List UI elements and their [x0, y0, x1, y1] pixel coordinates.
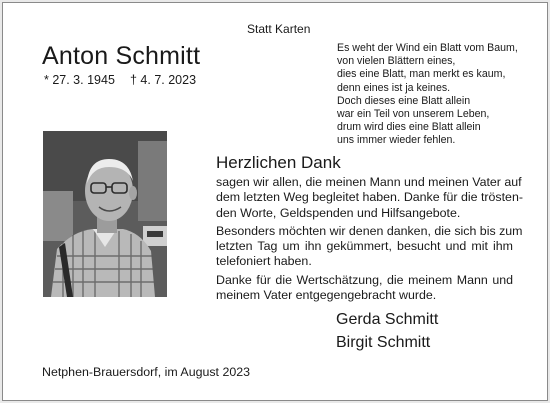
- birth-date: * 27. 3. 1945: [44, 73, 115, 87]
- poem-line: denn eines ist ja keines.: [337, 81, 451, 94]
- text-line: telefoniert haben.: [216, 254, 312, 269]
- thanks-text: [216, 175, 523, 306]
- death-date: † 4. 7. 2023: [130, 73, 197, 87]
- deceased-name: Anton Schmitt: [42, 42, 201, 70]
- poem-line: Es weht der Wind ein Blatt vom Baum,: [337, 42, 518, 54]
- obituary-notice: [2, 2, 548, 401]
- place-and-date: Netphen-Brauersdorf, im August 2023: [42, 365, 251, 379]
- poem-line: uns immer wieder fehlen.: [337, 134, 456, 147]
- text-line: Danke für die Wertschätzung, die meinem Mann und: [216, 272, 513, 287]
- text-line: Besonders möchten wir denen danken, die sich bis zum: [216, 223, 523, 238]
- poem-line: drum wird dies eine Blatt allein: [337, 121, 481, 134]
- text-line: letzten Tag um ihn gekümmert, besucht und mit ihm: [216, 239, 513, 254]
- text-line: sagen wir allen, die meinen Mann und meinen Vater auf: [216, 175, 522, 189]
- signature-name: Birgit Schmitt: [336, 334, 431, 351]
- signature-name: Gerda Schmitt: [336, 311, 439, 328]
- text-line: dem letzten Weg begleitet haben. Danke für die trösten-: [216, 190, 523, 205]
- poem: [337, 42, 542, 148]
- text-line: den Worte, Geldspenden und Hilfsangebote.: [216, 205, 461, 220]
- poem-line: Doch dieses eine Blatt allein: [337, 94, 471, 107]
- poem-line: war ein Teil von unserem Leben,: [337, 108, 490, 121]
- thanks-paragraph: [216, 273, 513, 304]
- thanks-paragraph: [216, 223, 523, 270]
- thanks-heading: Herzlichen Dank: [216, 153, 341, 172]
- text-line: meinem Vater entgegengebracht wurde.: [216, 288, 437, 303]
- poem-line: von vielen Blättern eines,: [337, 55, 456, 68]
- portrait-photo: [43, 131, 167, 297]
- header-note: Statt Karten: [247, 22, 311, 36]
- poem-line: dies eine Blatt, man merkt es kaum,: [337, 68, 506, 81]
- thanks-paragraph: [216, 175, 523, 221]
